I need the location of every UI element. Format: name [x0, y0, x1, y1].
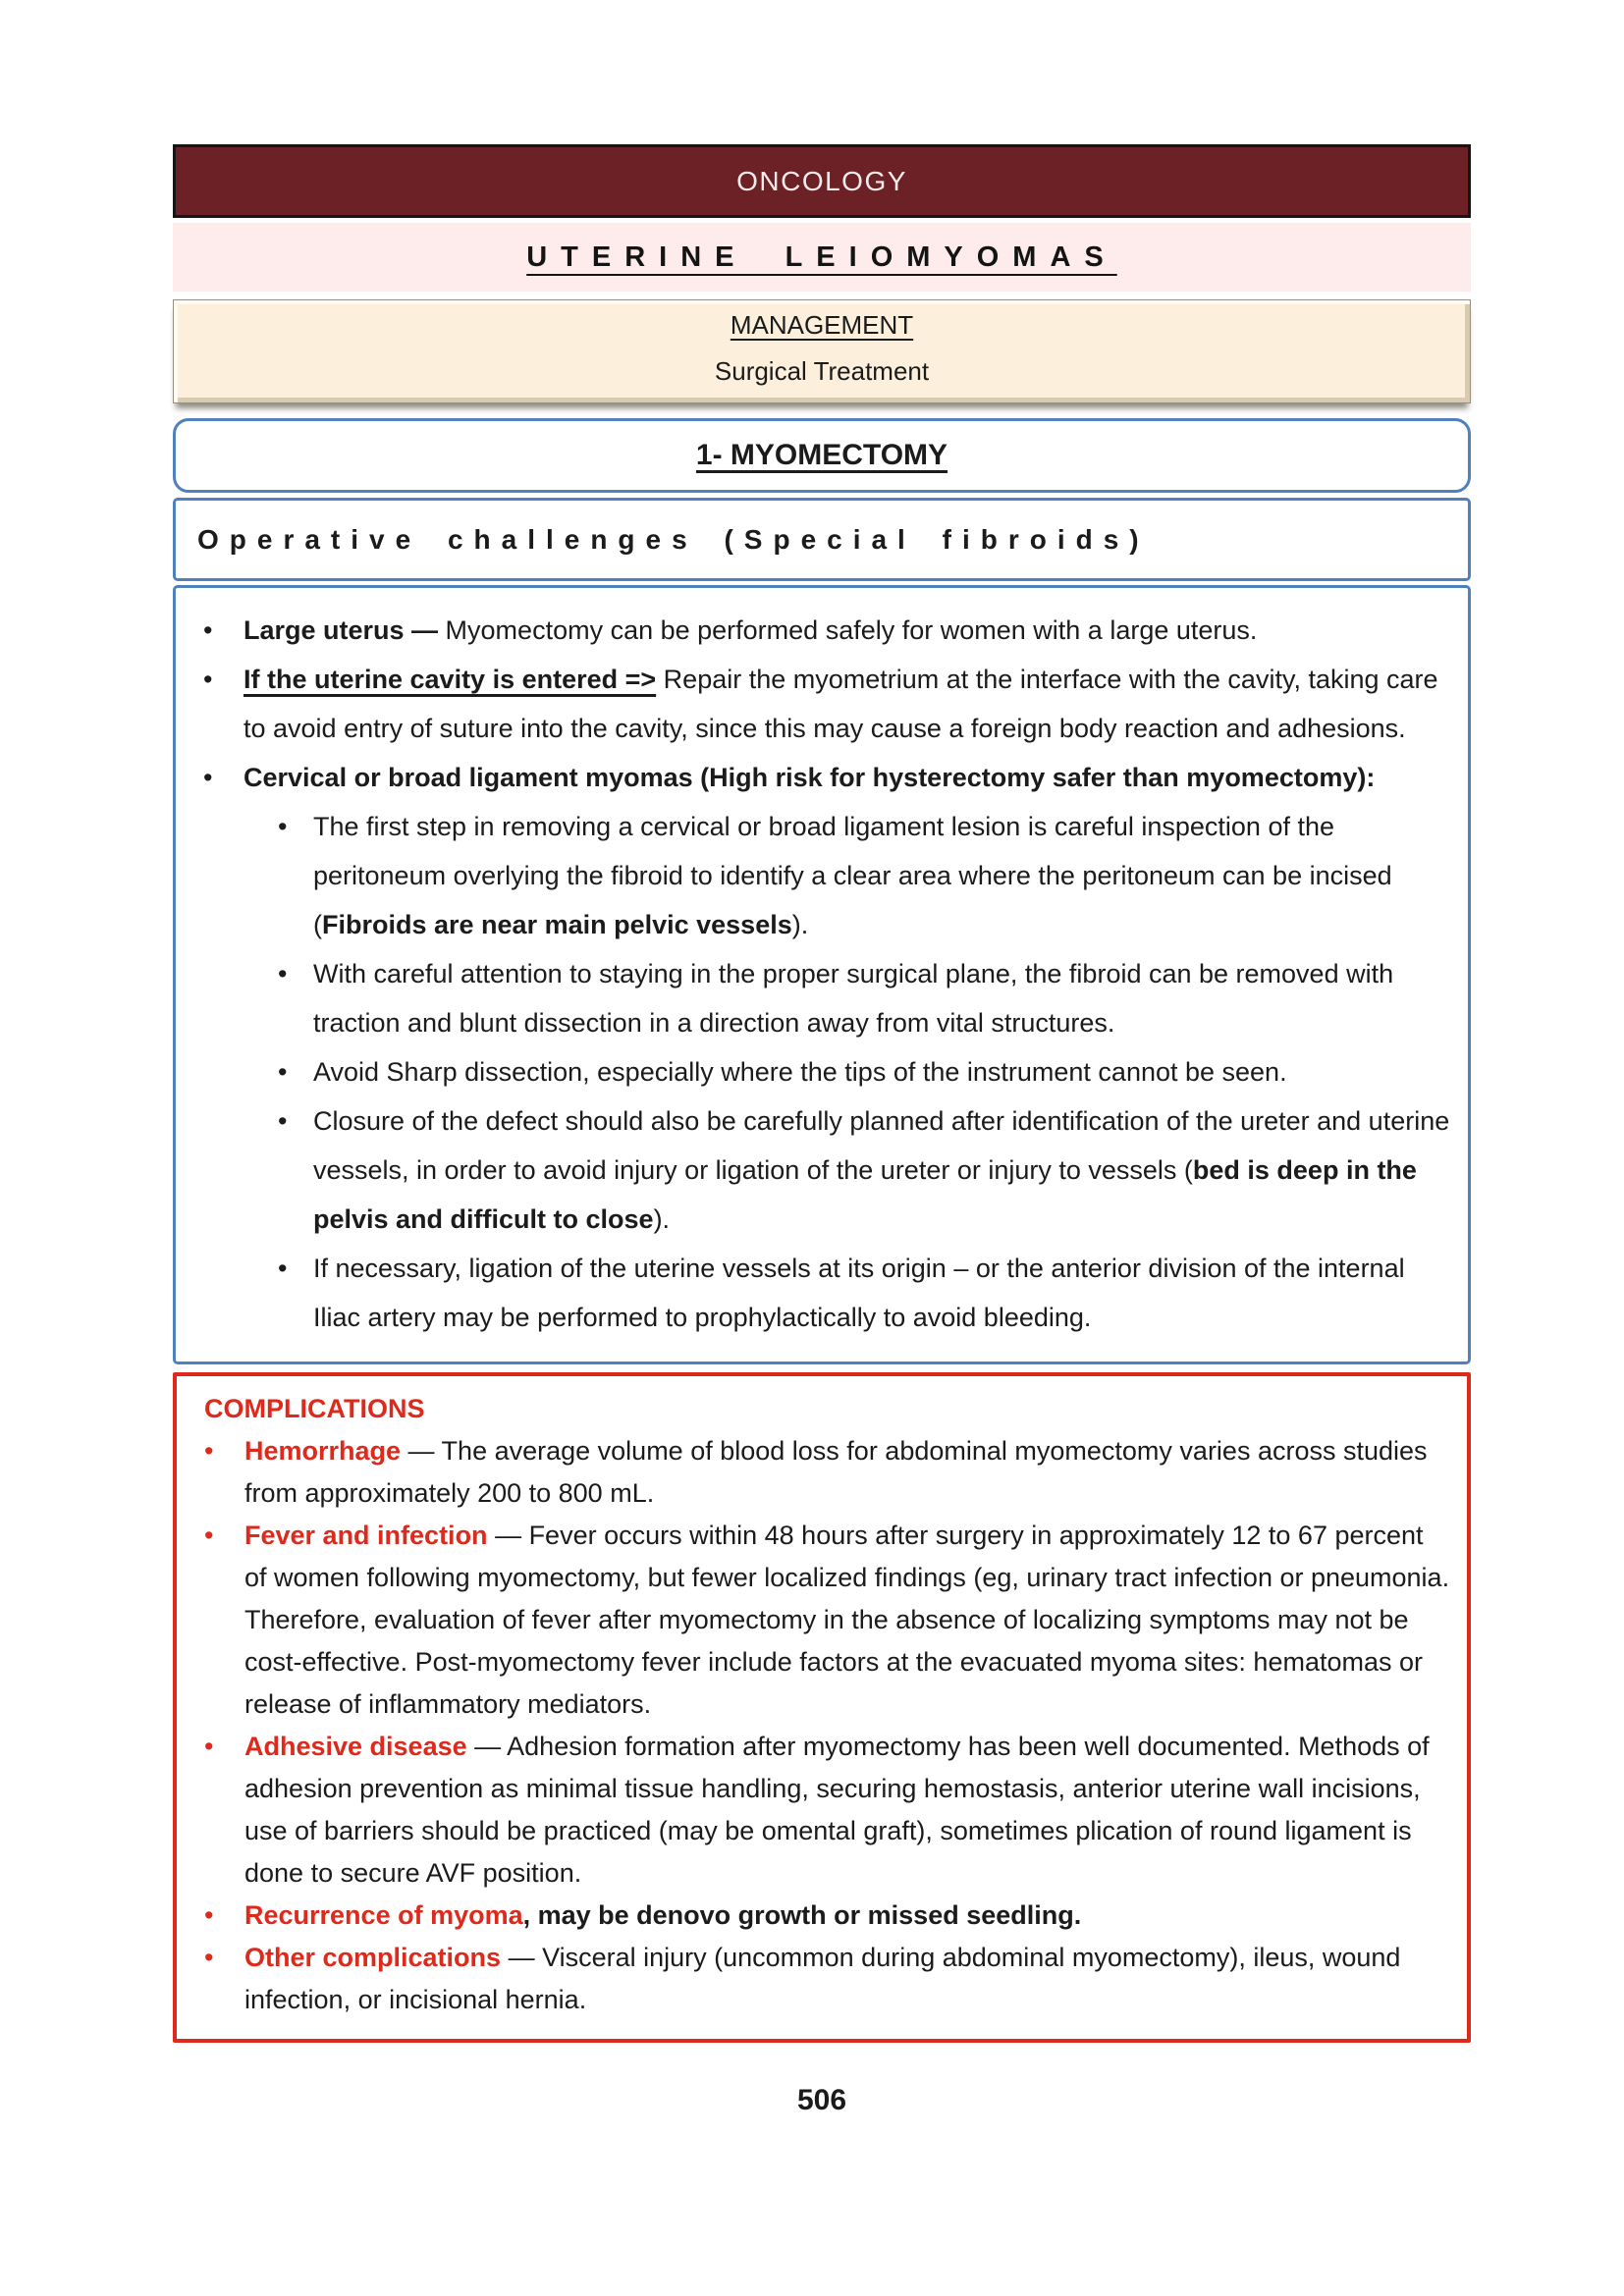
text-segment: , may be denovo growth or missed seedling. [522, 1900, 1082, 1930]
text-segment: — Fever occurs within 48 hours after surgery in approximately 12 to 67 percent of women following myomectomy, but fewer localized findings (eg, urinary tract infection or pneumonia. Therefore, evaluation of fever after myomectomy in the absence of localizing symptoms may not be cost-effective. Post-myomectomy fever include factors at the evacuated myoma sites: hematomas or release of inflammatory mediators. [244, 1521, 1450, 1719]
text-segment: The first step in removing a cervical or broad ligament lesion is careful inspection of the peritoneum overlying the fibroid to identify a clear area where the peritoneum can be incised ( [313, 812, 1392, 939]
complication-item [177, 1937, 1451, 2021]
management-title: MANAGEMENT [730, 310, 914, 340]
text-segment: Other complications [244, 1943, 502, 1972]
text-segment: bed is deep in the pelvis and difficult to close [313, 1155, 1417, 1234]
challenge-item [176, 1244, 1454, 1342]
text-segment: ). [653, 1204, 671, 1234]
complication-item [177, 1726, 1451, 1895]
management-box [173, 299, 1471, 403]
text-segment: If necessary, ligation of the uterine vessels at its origin – or the anterior division of the internal Iliac artery may be performed to prophylactically to avoid bleeding. [313, 1254, 1405, 1332]
complication-item [177, 1430, 1451, 1515]
text-segment: — The average volume of blood loss for abdominal myomectomy varies across studies from approximately 200 to 800 mL. [244, 1436, 1428, 1508]
text-segment: Adhesive disease [244, 1732, 467, 1761]
text-segment: Avoid Sharp dissection, especially where the tips of the instrument cannot be seen. [313, 1057, 1287, 1087]
text-segment: Recurrence of myoma [244, 1900, 523, 1930]
management-subtitle: Surgical Treatment [714, 356, 930, 386]
topic-title: UTERINE LEIOMYOMAS [526, 240, 1117, 273]
text-segment: Myomectomy can be performed safely for women with a large uterus. [438, 615, 1258, 645]
challenge-item [176, 1096, 1454, 1244]
category-header-bar [173, 144, 1471, 218]
topic-banner [173, 223, 1471, 292]
text-segment: Hemorrhage [244, 1436, 402, 1466]
operative-challenges-title: Operative challenges (Special fibroids) [197, 523, 1150, 555]
page-number: 506 [796, 2084, 847, 2116]
complications-box [173, 1372, 1471, 2043]
complications-list [177, 1430, 1451, 2021]
document-content [173, 144, 1471, 2117]
text-segment: ). [791, 910, 809, 939]
text-segment: If the uterine cavity is entered => [244, 665, 657, 694]
text-segment: Closure of the defect should also be carefully planned after identification of the ureter and uterine vessels, in order to avoid injury or ligation of the ureter or injury to vessels ( [313, 1106, 1450, 1185]
text-segment: With careful attention to staying in the proper surgical plane, the fibroid can be removed with traction and blunt dissection in a direction away from vital structures. [313, 959, 1394, 1038]
operative-challenges-body [173, 585, 1471, 1364]
challenge-item [176, 655, 1454, 753]
text-segment: Fibroids are near main pelvic vessels [322, 910, 792, 939]
text-segment: Fever and infection [244, 1521, 488, 1550]
challenges-list [176, 606, 1454, 1342]
complication-item [177, 1515, 1451, 1726]
text-segment: Large uterus — [244, 615, 439, 645]
section-title-box [173, 418, 1471, 493]
challenge-item [176, 1047, 1454, 1096]
challenge-item [176, 949, 1454, 1047]
text-segment: — Adhesion formation after myomectomy has been well documented. Methods of adhesion prevention as minimal tissue handling, securing hemostasis, anterior uterine wall incisions, use of barriers should be practiced (may be omental graft), sometimes plication of round ligament is done to secure AVF position. [244, 1732, 1430, 1888]
operative-challenges-header [173, 498, 1471, 581]
complications-title: COMPLICATIONS [204, 1394, 425, 1423]
complication-item [177, 1895, 1451, 1937]
challenge-item [176, 753, 1454, 802]
text-segment: — Visceral injury (uncommon during abdominal myomectomy), ileus, wound infection, or incisional hernia. [244, 1943, 1401, 2014]
text-segment: Cervical or broad ligament myomas (High risk for hysterectomy safer than myomectomy): [244, 763, 1376, 792]
challenge-item [176, 802, 1454, 949]
section-title: 1- MYOMECTOMY [695, 439, 948, 471]
category-title: ONCOLOGY [736, 165, 907, 196]
text-segment: Repair the myometrium at the interface with the cavity, taking care to avoid entry of suture into the cavity, since this may cause a foreign body reaction and adhesions. [244, 665, 1438, 743]
challenge-item [176, 606, 1454, 655]
